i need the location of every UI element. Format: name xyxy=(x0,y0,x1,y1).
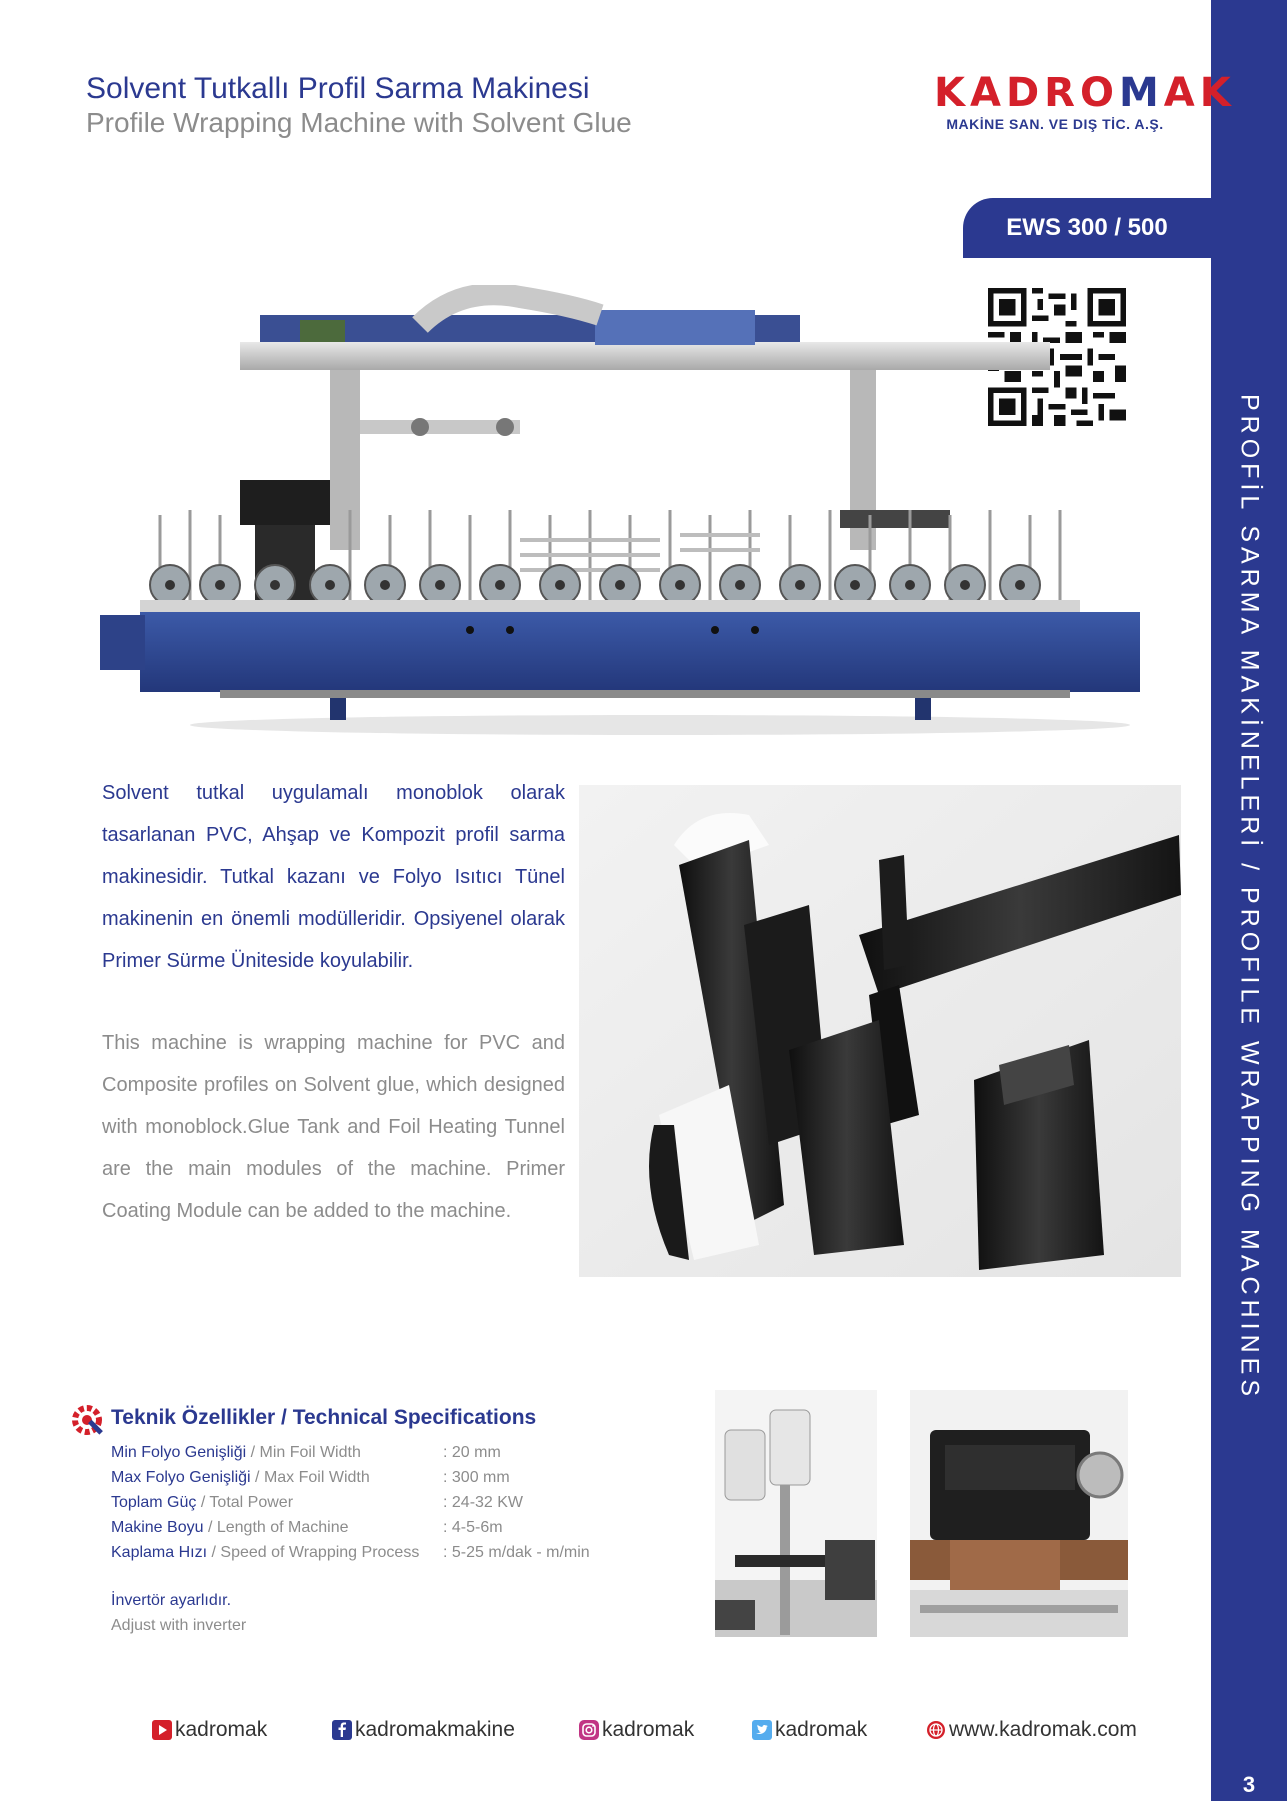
spec-row-min-foil-width: Min Folyo Genişliği / Min Foil Width : 20 mm xyxy=(111,1443,501,1461)
website-link[interactable]: www.kadromak.com xyxy=(926,1718,1137,1742)
spec-row-wrapping-speed: Kaplama Hızı / Speed of Wrapping Process : 5-25 m/dak - m/min xyxy=(111,1543,590,1561)
spec-row-machine-length: Makine Boyu / Length of Machine : 4-5-6m xyxy=(111,1518,503,1536)
instagram-icon xyxy=(579,1720,599,1740)
logo-wordmark: KADROMAK xyxy=(934,70,1236,116)
page-number: 3 xyxy=(1242,1772,1256,1797)
sidebar-text: PROFİL SARMA MAKİNELERİ / PROFILE WRAPPING MACHINES xyxy=(1235,393,1264,1401)
logo-subtitle: MAKİNE SAN. VE DIŞ TİC. A.Ş. xyxy=(946,116,1164,132)
inverter-note-en: Adjust with inverter xyxy=(111,1617,247,1634)
spec-row-max-foil-width: Max Folyo Genişliği / Max Foil Width : 300 mm xyxy=(111,1468,510,1486)
specs-table xyxy=(111,1440,651,1565)
inverter-note-tr: İnvertör ayarlıdır. xyxy=(111,1592,232,1609)
twitter-icon xyxy=(752,1720,772,1740)
youtube-icon xyxy=(152,1720,172,1740)
page-title-en: Profile Wrapping Machine with Solvent Glue xyxy=(86,107,632,138)
description-english: This machine is wrapping machine for PVC and Composite profiles on Solvent glue, which designed with monoblock.Glue Tank and Foil Heating Tunnel are the main modules of the machine. Primer Coating Module can be added to the machine. xyxy=(102,1032,565,1222)
facebook-icon xyxy=(332,1720,352,1740)
kadromak-logo xyxy=(934,70,1236,132)
spec-value: : 24-32 KW xyxy=(443,1493,524,1511)
spec-value: : 4-5-6m xyxy=(443,1518,503,1536)
wrench-gear-icon xyxy=(69,1402,105,1438)
foil-heating-tunnel-photo xyxy=(910,1390,1128,1637)
twitter-link[interactable]: kadromak xyxy=(752,1718,867,1742)
instagram-link[interactable]: kadromak xyxy=(579,1718,694,1742)
spec-value: : 20 mm xyxy=(443,1443,501,1461)
wrapping-machine-image xyxy=(100,285,1150,740)
description-turkish: Solvent tutkal uygulamalı monoblok olarak tasarlanan PVC, Ahşap ve Kompozit profil sarma makinesidir. Tutkal kazanı ve Folyo Isıtıcı Tünel makinenin en önemli modülleridir. Opsiyenel olarak Primer Sürme Üniteside koyulabilir. xyxy=(102,782,565,972)
model-badge: EWS 300 / 500 xyxy=(963,198,1211,258)
globe-icon xyxy=(926,1720,946,1740)
footer xyxy=(0,1718,1211,1748)
page-title-tr: Solvent Tutkallı Profil Sarma Makinesi xyxy=(86,72,590,105)
spec-value: : 300 mm xyxy=(443,1468,510,1486)
glue-tank-photo xyxy=(715,1390,877,1637)
pvc-profiles-image xyxy=(579,785,1181,1277)
specs-title: Teknik Özellikler / Technical Specifications xyxy=(111,1406,537,1429)
youtube-link[interactable]: kadromak xyxy=(152,1718,267,1742)
spec-row-total-power: Toplam Güç / Total Power : 24-32 KW xyxy=(111,1493,524,1511)
sidebar-category-label xyxy=(1211,393,1287,1401)
spec-value: : 5-25 m/dak - m/min xyxy=(443,1543,590,1561)
facebook-link[interactable]: kadromakmakine xyxy=(332,1718,515,1742)
